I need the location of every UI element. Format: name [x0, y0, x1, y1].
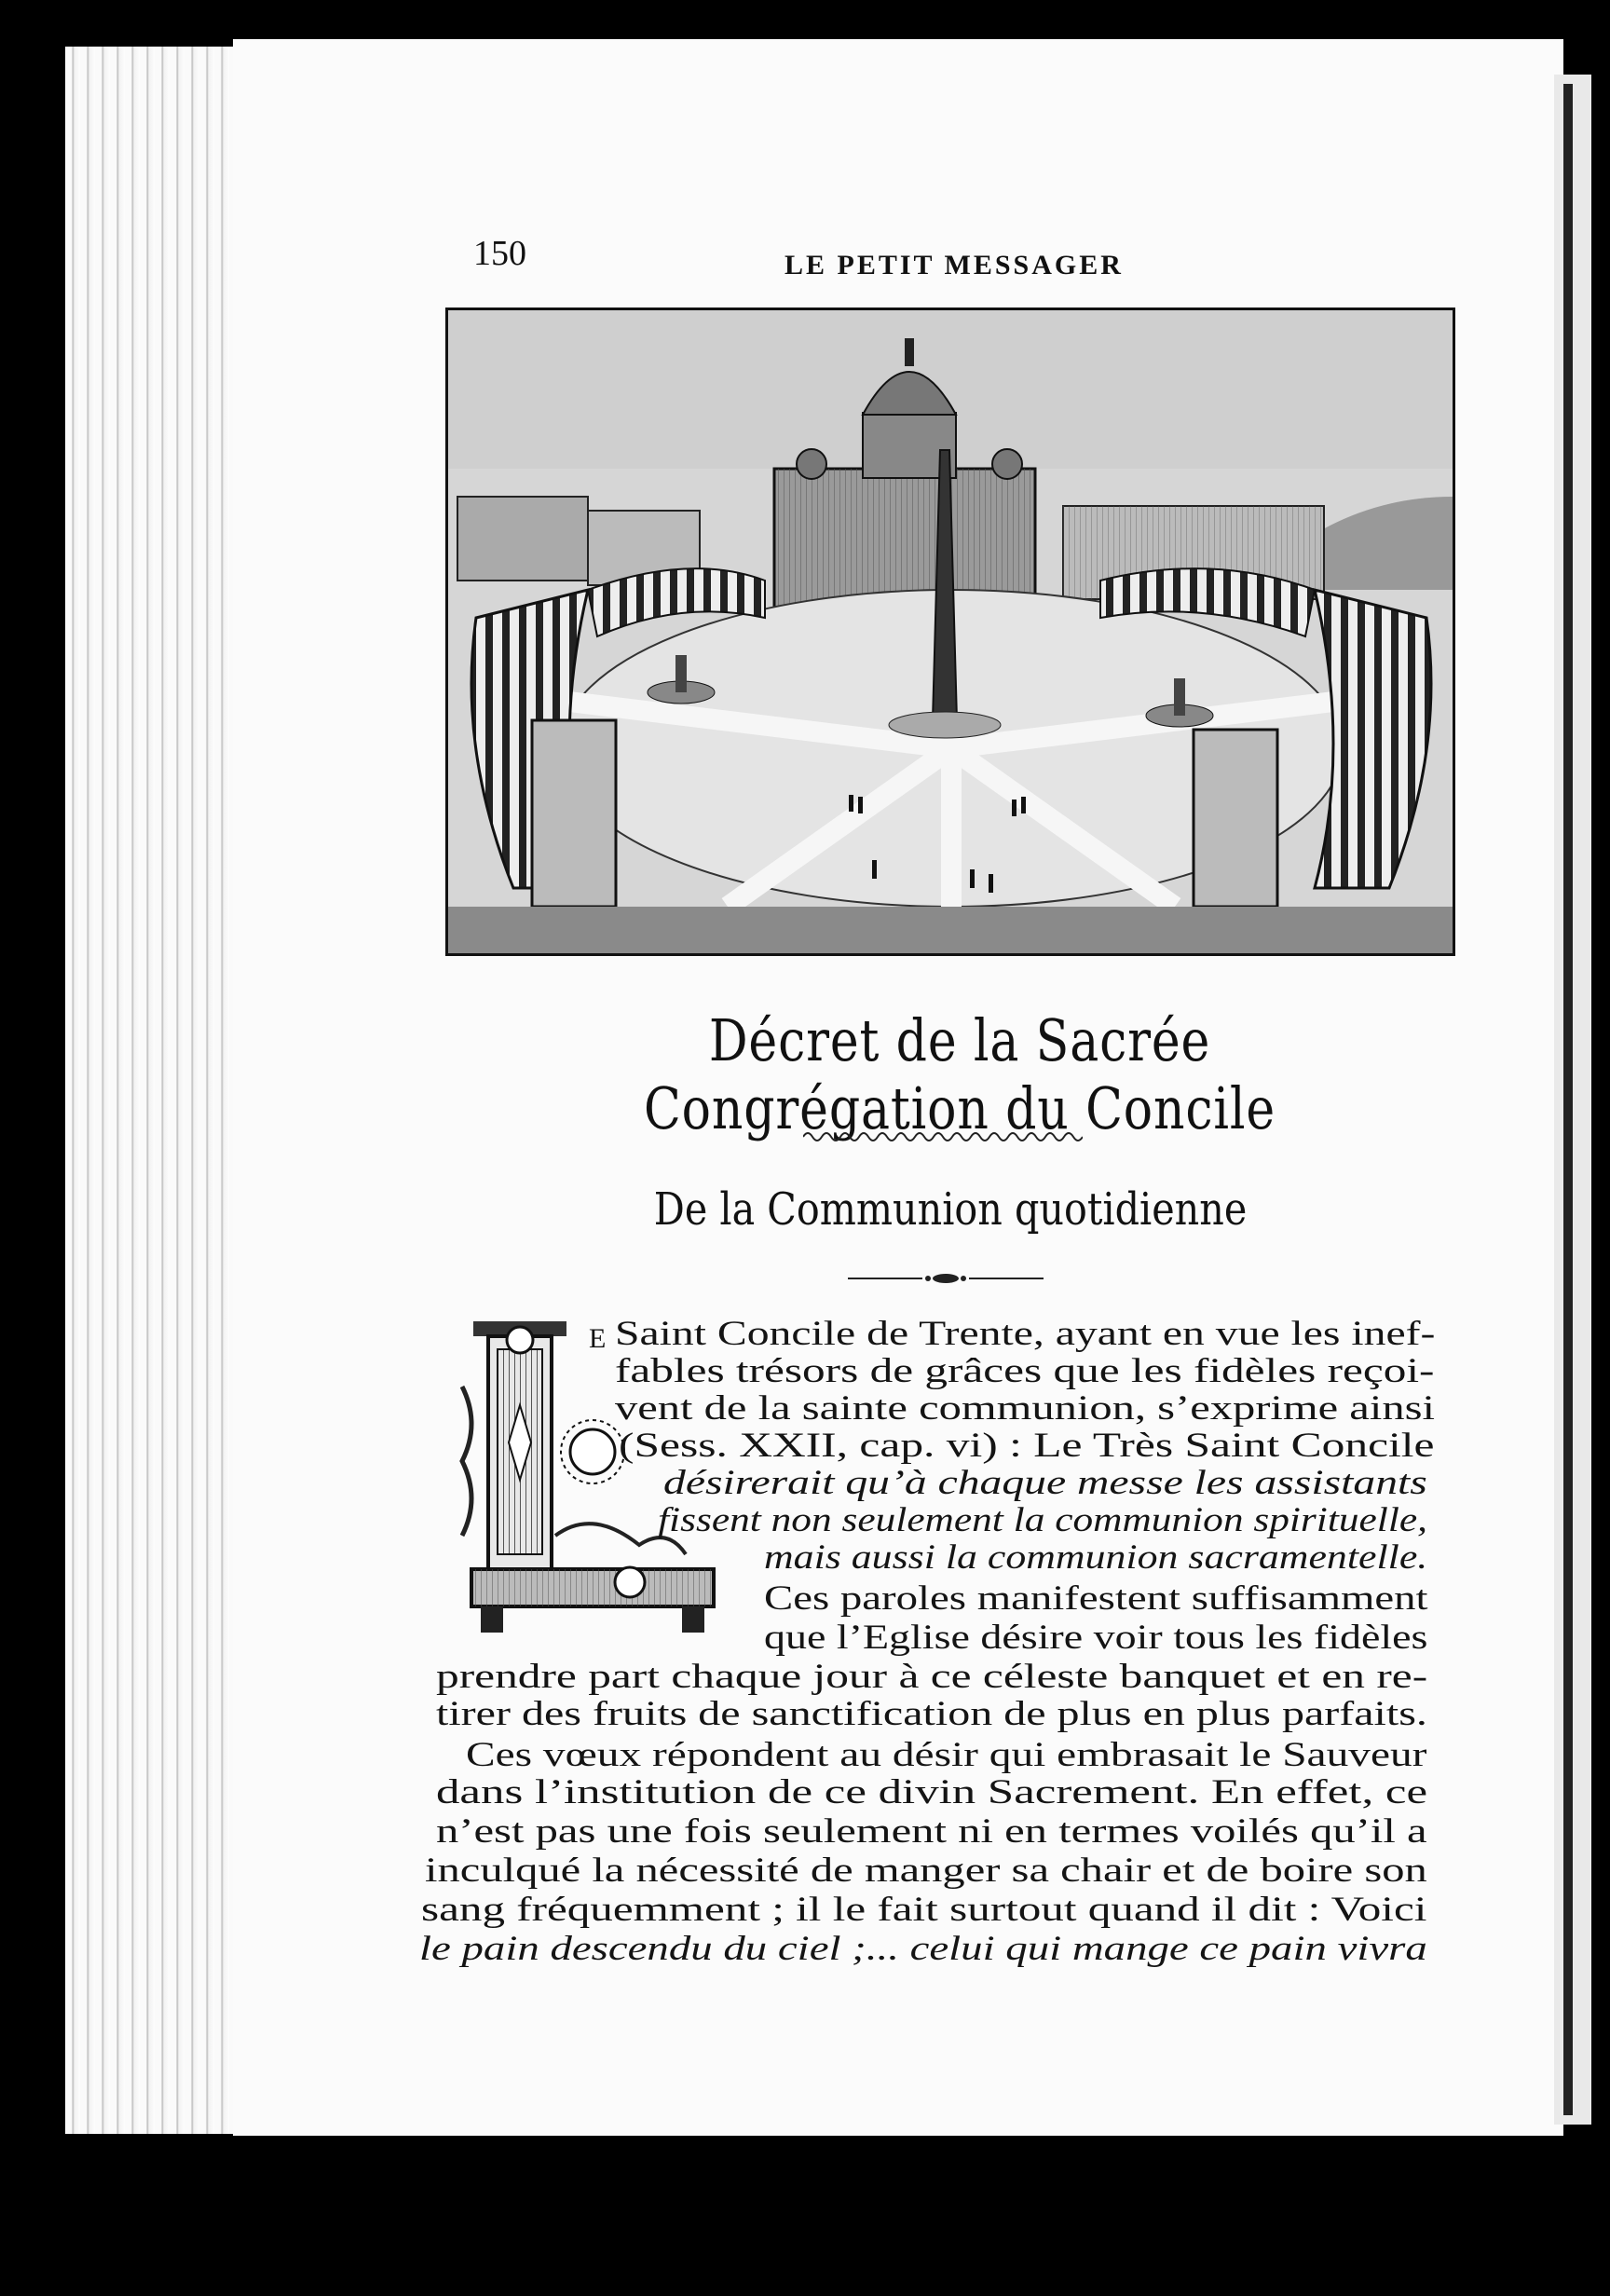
body-line: désirerait qu’à chaque messe les assistants — [663, 1464, 1427, 1502]
body-line: Ces vœux répondent au désir qui embrasait le Sauveur — [466, 1736, 1427, 1774]
body-line: vent de la sainte communion, s’exprime ainsi — [615, 1389, 1435, 1428]
dropcap-letter: L — [453, 1312, 454, 1313]
body-line: Saint Concile de Trente, ayant en vue les inef- — [615, 1315, 1436, 1353]
st-peters-square-engraving — [445, 308, 1455, 956]
body-line: mais aussi la communion sacramentelle. — [764, 1538, 1428, 1577]
body-line: fables trésors de grâces que les fidèles reçoi- — [615, 1352, 1435, 1390]
running-head: LE PETIT MESSAGER — [785, 250, 1124, 280]
facing-page-edge — [1554, 75, 1591, 2125]
body-line: sang fréquemment ; il le fait surtout quand il dit : Voici — [421, 1891, 1427, 1929]
body-line: le pain descendu du ciel ;... celui qui mange ce pain vivra — [419, 1930, 1427, 1968]
body-line: (Sess. XXII, cap. vi) : Le Très Saint Concile — [619, 1427, 1435, 1465]
wavy-rule-ornament — [803, 1128, 1083, 1146]
body-line: que l’Eglise désire voir tous les fidèles — [764, 1619, 1428, 1657]
dropcap-rest: E — [589, 1323, 608, 1354]
book-gutter — [1563, 84, 1573, 2115]
engraving-illustration — [448, 310, 1453, 953]
page-number: 150 — [473, 234, 526, 273]
decree-title: Décret de la Sacrée Congrégation du Concile — [643, 1006, 1276, 1142]
body-line: prendre part chaque jour à ce céleste banquet et en re- — [436, 1658, 1428, 1696]
section-subtitle: De la Communion quotidienne — [653, 1183, 1248, 1236]
body-line: fissent non seulement la communion spirituelle, — [658, 1501, 1427, 1539]
body-line: Ces paroles manifestent suffisamment — [764, 1579, 1428, 1618]
body-line: n’est pas une fois seulement ni en termes voilés qu’il a — [436, 1812, 1427, 1851]
dotted-rule-ornament — [848, 1269, 1044, 1288]
body-line: dans l’institution de ce divin Sacrement. En effet, ce — [436, 1773, 1428, 1811]
book-page-edges — [65, 47, 242, 2134]
body-line: inculqué la nécessité de manger sa chair et de boire son — [425, 1852, 1427, 1890]
body-line: tirer des fruits de sanctification de plus en plus parfaits. — [436, 1695, 1427, 1733]
